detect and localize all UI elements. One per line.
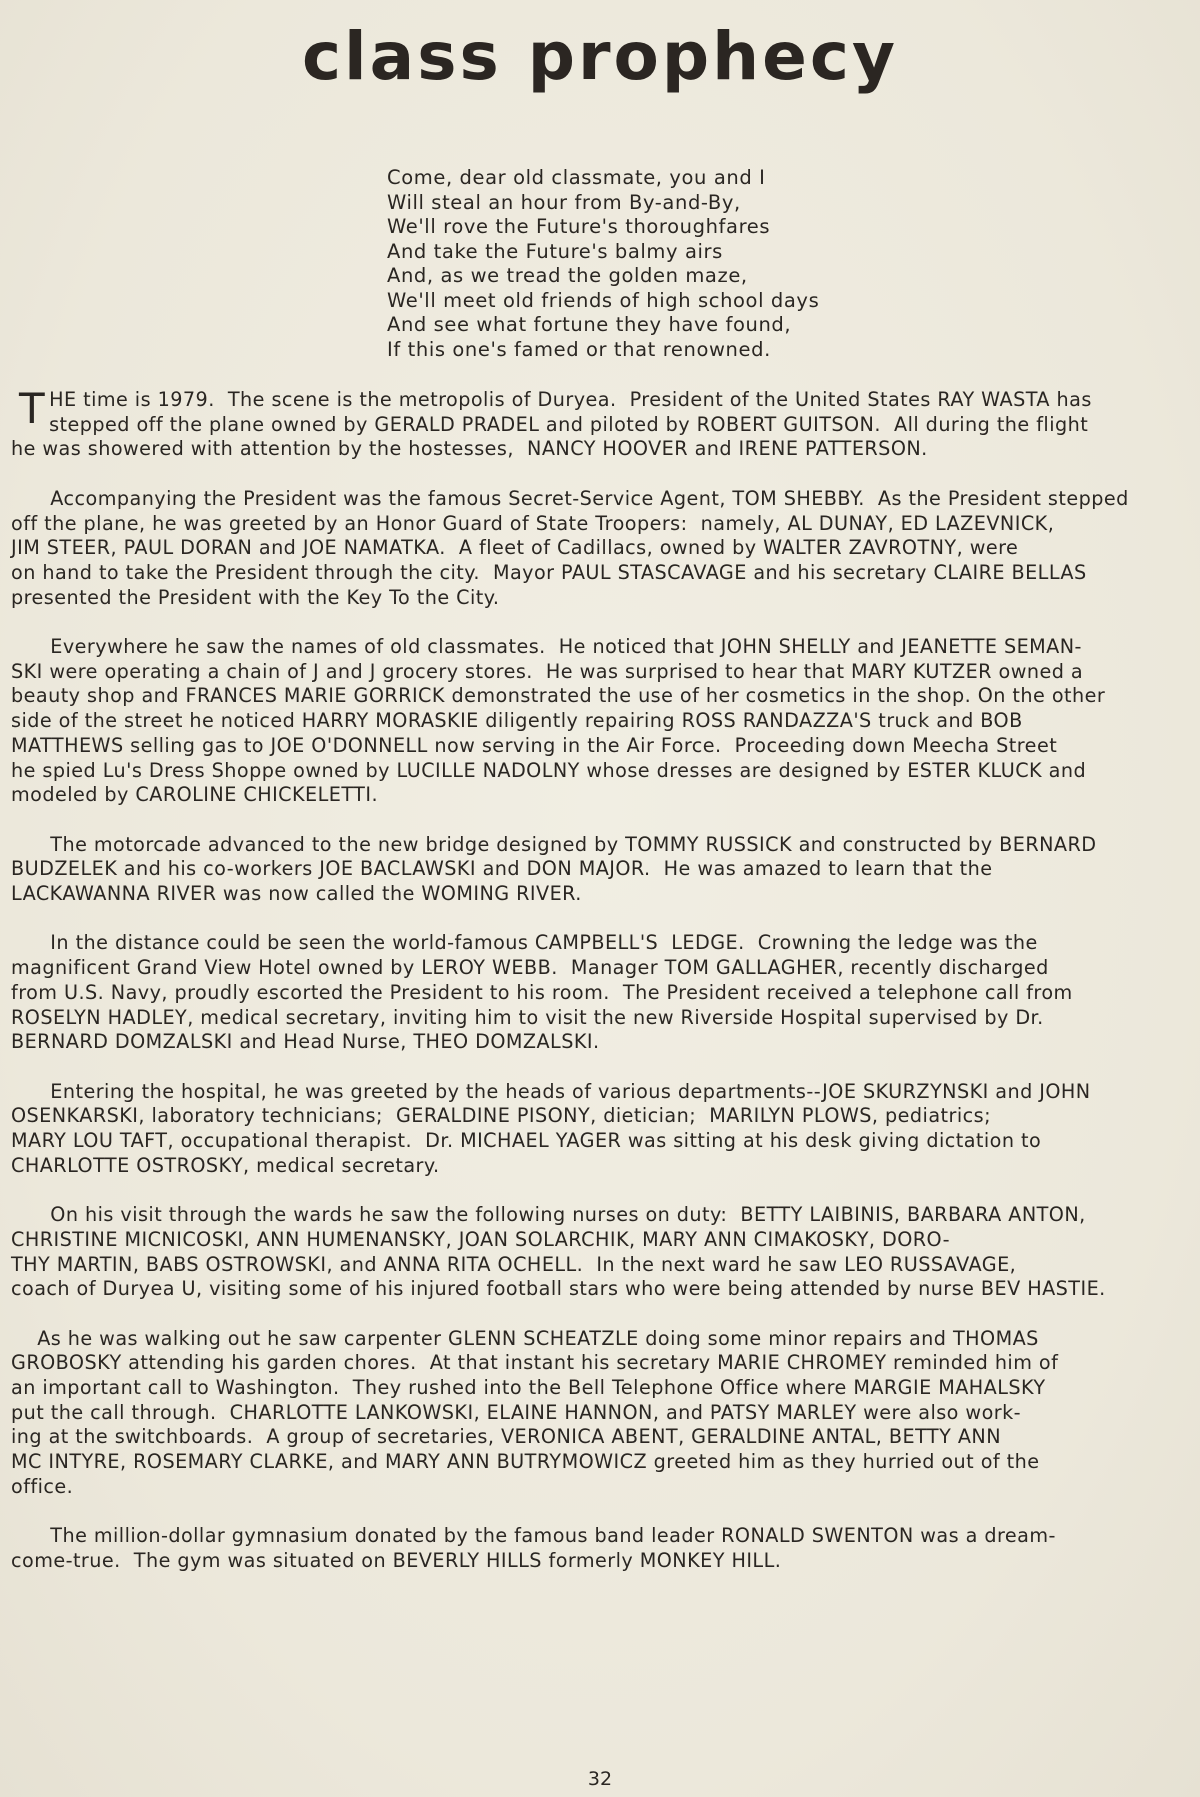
paragraph-line: he was showered with attention by the hostesses, NANCY HOOVER and IRENE PATTERSON.	[11, 437, 928, 461]
paragraph	[11, 833, 1187, 907]
paragraph-line: On his visit through the wards he saw the following nurses on duty: BETTY LAIBINIS, BARBARA ANTON,	[11, 1203, 1086, 1227]
paragraph-line: Everywhere he saw the names of old classmates. He noticed that JOHN SHELLY and JEANETTE SEMAN-	[11, 635, 1082, 658]
poem-line: Come, dear old classmate, you and I	[387, 166, 766, 189]
paragraph-line: SKI were operating a chain of J and J grocery stores. He was surprised to hear that MARY KUTZER owned a	[11, 659, 1084, 683]
page-number: 32	[587, 1768, 613, 1790]
paragraph-line: In the distance could be seen the world-famous CAMPBELL'S LEDGE. Crowning the ledge was the	[11, 931, 1038, 955]
paragraph-line: put the call through. CHARLOTTE LANKOWSKI, ELAINE HANNON, and PATSY MARLEY were also work-	[11, 1400, 1022, 1424]
paragraph-line: The motorcade advanced to the new bridge designed by TOMMY RUSSICK and constructed by BERNARD	[11, 832, 1097, 856]
paragraph-line: modeled by CAROLINE CHICKELETTI.	[11, 783, 379, 807]
paragraph-line: side of the street he noticed HARRY MORASKIE diligently repairing ROSS RANDAZZA'S truck and BOB	[11, 709, 1023, 733]
paragraph-line: LACKAWANNA RIVER was now called the WOMING RIVER.	[11, 882, 582, 906]
paragraph	[11, 1203, 1187, 1302]
paragraph-line: MATTHEWS selling gas to JOE O'DONNELL now serving in the Air Force. Proceeding down Meecha Street	[11, 733, 1058, 757]
poem-line: If this one's famed or that renowned.	[387, 337, 771, 361]
paragraph-line: MC INTYRE, ROSEMARY CLARKE, and MARY ANN BUTRYMOWICZ greeted him as they hurried out of the	[11, 1450, 1040, 1474]
paragraph-line: coach of Duryea U, visiting some of his injured football stars who were being attended by nurse BEV HASTIE.	[11, 1277, 1106, 1301]
page-title: class prophecy	[301, 18, 899, 95]
paragraph-line: presented the President with the Key To the City.	[11, 585, 500, 609]
paragraph-line: THY MARTIN, BABS OSTROWSKI, and ANNA RITA OCHELL. In the next ward he saw LEO RUSSAVAGE,	[11, 1252, 1017, 1276]
paragraph-line: OSENKARSKI, laboratory technicians; GERALDINE PISONY, dietician; MARILYN PLOWS, pediatrics;	[11, 1104, 991, 1128]
paragraph-line: ing at the switchboards. A group of secretaries, VERONICA ABENT, GERALDINE ANTAL, BETTY ANN	[11, 1425, 1001, 1449]
paragraph-line: from U.S. Navy, proudly escorted the President to his room. The President received a telephone call from	[11, 980, 1073, 1004]
paragraph-line: Entering the hospital, he was greeted by the heads of various departments--JOE SKURZYNSKI and JOHN	[11, 1079, 1091, 1103]
paragraph-line: The million-dollar gymnasium donated by the famous band leader RONALD SWENTON was a dream-	[11, 1524, 1056, 1548]
drop-cap: T	[19, 384, 46, 433]
paragraph	[11, 487, 1187, 611]
poem-line: And see what fortune they have found,	[387, 313, 792, 336]
paragraph-line: he spied Lu's Dress Shoppe owned by LUCILLE NADOLNY whose dresses are designed by ESTER KLUCK and	[11, 758, 1087, 782]
paragraph-line: beauty shop and FRANCES MARIE GORRICK demonstrated the use of her cosmetics in the shop. On the other	[11, 684, 1106, 708]
paragraph-line: ROSELYN HADLEY, medical secretary, inviting him to visit the new Riverside Hospital supervised by Dr.	[11, 1005, 1044, 1029]
prophecy-body	[11, 384, 1187, 1598]
paragraph-line: GROBOSKY attending his garden chores. At that instant his secretary MARIE CHROMEY reminded him of	[11, 1351, 1059, 1375]
paragraph-line: office.	[11, 1474, 74, 1498]
paragraph-line: Accompanying the President was the famous Secret-Service Agent, TOM SHEBBY. As the President stepped	[11, 486, 1129, 510]
paragraph	[11, 1327, 1187, 1500]
poem-line: And, as we tread the golden maze,	[387, 264, 748, 287]
paragraph-line: MARY LOU TAFT, occupational therapist. Dr. MICHAEL YAGER was sitting at his desk giving dictation to	[11, 1129, 1042, 1153]
paragraph	[11, 931, 1187, 1055]
paragraph-line: come-true. The gym was situated on BEVERLY HILLS formerly MONKEY HILL.	[11, 1548, 782, 1572]
paragraph	[11, 1080, 1187, 1179]
paragraph	[11, 1524, 1187, 1573]
paragraph-line: As he was walking out he saw carpenter GLENN SCHEATZLE doing some minor repairs and THOMAS	[11, 1326, 1039, 1350]
paragraph-line: magnificent Grand View Hotel owned by LEROY WEBB. Manager TOM GALLAGHER, recently discharged	[11, 956, 1049, 980]
paragraph-line: off the plane, he was greeted by an Honor Guard of State Troopers: namely, AL DUNAY, ED LAZEVNICK,	[11, 511, 1055, 535]
paragraph-line: on hand to take the President through the city. Mayor PAUL STASCAVAGE and his secretary CLAIRE BELLAS	[11, 560, 1087, 584]
poem-line: Will steal an hour from By-and-By,	[387, 190, 741, 214]
paragraph-line: BERNARD DOMZALSKI and Head Nurse, THEO DOMZALSKI.	[11, 1030, 600, 1054]
poem-line: We'll rove the Future's thoroughfares	[387, 215, 771, 238]
paragraph-line: CHARLOTTE OSTROSKY, medical secretary.	[11, 1153, 440, 1177]
poem-line: We'll meet old friends of high school days	[387, 288, 820, 312]
paragraph-line: stepped off the plane owned by GERALD PRADEL and piloted by ROBERT GUITSON. All during the flight	[49, 412, 1089, 436]
paragraph	[11, 384, 1187, 462]
paragraph-line: BUDZELEK and his co-workers JOE BACLAWSKI and DON MAJOR. He was amazed to learn that the	[11, 857, 993, 881]
paragraph	[11, 635, 1187, 808]
poem-line: And take the Future's balmy airs	[387, 239, 723, 263]
paragraph-line: an important call to Washington. They rushed into the Bell Telephone Office where MARGIE MAHALSKY	[11, 1376, 1046, 1400]
paragraph-line: CHRISTINE MICNICOSKI, ANN HUMENANSKY, JOAN SOLARCHIK, MARY ANN CIMAKOSKY, DORO-	[11, 1227, 951, 1251]
paragraph-line: HE time is 1979. The scene is the metropolis of Duryea. President of the United States RAY WASTA has	[49, 388, 1092, 411]
paragraph-line: JIM STEER, PAUL DORAN and JOE NAMATKA. A fleet of Cadillacs, owned by WALTER ZAVROTNY, were	[11, 536, 1019, 560]
poem	[387, 166, 819, 362]
